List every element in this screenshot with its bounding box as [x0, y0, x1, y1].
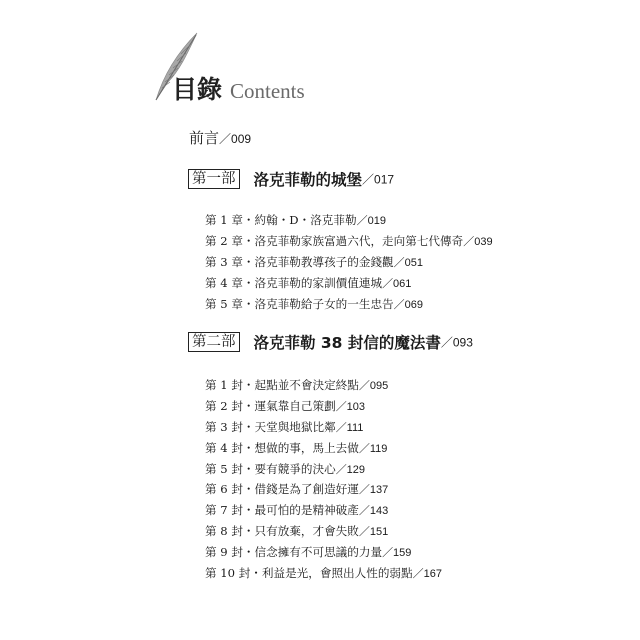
toc-entry-label: 第 4 章・洛克菲勒的家訓價值連城 [205, 275, 383, 290]
toc-entry[interactable] [205, 231, 493, 252]
toc-entry-label: 第 2 章・洛克菲勒家族富過六代，走向第七代傳奇 [205, 233, 464, 248]
toc-entry-page: ／143 [358, 505, 389, 518]
toc-entry[interactable] [205, 375, 442, 396]
toc-entry[interactable] [205, 521, 442, 542]
toc-entry-label: 第 8 封・只有放棄，才會失敗 [205, 524, 359, 539]
toc-entry-label: 第 10 封・利益是光，會照出人性的弱點 [205, 566, 413, 581]
part-1-page: ／017 [362, 172, 395, 187]
page-title-zh: 目錄 [172, 75, 223, 104]
toc-entry-page: ／039 [463, 235, 493, 248]
toc-entry-label: 第 1 章・約翰・D・洛克菲勒 [205, 213, 357, 227]
toc-entry-label: 第 9 封・信念擁有不可思議的力量 [205, 545, 383, 560]
toc-entry[interactable] [205, 563, 442, 584]
part-1-label: 第一部 [188, 169, 240, 189]
preface-label: 前言 [189, 129, 220, 147]
preface-page: ／009 [219, 132, 252, 146]
page-title [172, 70, 305, 106]
toc-entry[interactable] [205, 417, 442, 438]
toc-entry-label: 第 1 封・起點並不會決定終點 [205, 378, 359, 392]
toc-entry[interactable] [205, 479, 442, 500]
toc-entry-page: ／119 [358, 442, 388, 455]
toc-entry-page: ／095 [358, 380, 389, 392]
part-2-page: ／093 [440, 335, 473, 350]
toc-entry[interactable] [205, 252, 493, 273]
toc-entry-label: 第 5 封・要有競爭的決心 [205, 461, 336, 476]
toc-entry-page: ／051 [393, 256, 424, 269]
toc-entry[interactable] [205, 273, 493, 294]
toc-entry[interactable] [205, 542, 442, 563]
toc-entry-page: ／069 [393, 298, 424, 311]
toc-entry-page: ／111 [335, 421, 364, 434]
toc-entry-page: ／103 [335, 400, 366, 413]
toc-entry[interactable] [205, 459, 442, 480]
preface-entry[interactable] [189, 127, 251, 148]
part-2-label: 第二部 [188, 332, 240, 352]
page-title-en: Contents [230, 79, 305, 103]
toc-entry-page: ／019 [356, 215, 386, 227]
part-1-chapter-list [205, 210, 493, 314]
part-2-heading[interactable] [188, 331, 473, 353]
toc-entry[interactable] [205, 294, 493, 315]
toc-entry[interactable] [205, 500, 442, 521]
part-2-title: 洛克菲勒 38 封信的魔法書 [253, 334, 441, 352]
toc-entry-page: ／129 [335, 463, 366, 476]
toc-entry-page: ／159 [382, 547, 412, 560]
toc-entry-page: ／151 [358, 526, 389, 539]
toc-entry-label: 第 3 封・天堂與地獄比鄰 [205, 419, 336, 434]
toc-entry-page: ／137 [358, 484, 389, 497]
toc-entry-label: 第 6 封・借錢是為了創造好運 [205, 482, 359, 497]
toc-entry-page: ／167 [412, 568, 442, 581]
part-2-letter-list [205, 375, 442, 584]
toc-entry-label: 第 2 封・運氣靠自己策劃 [205, 398, 336, 413]
toc-entry[interactable] [205, 396, 442, 417]
toc-entry-page: ／061 [382, 277, 412, 290]
toc-entry[interactable] [205, 438, 442, 459]
toc-entry-label: 第 5 章・洛克菲勒給子女的一生忠告 [205, 296, 394, 311]
toc-entry[interactable] [205, 210, 493, 231]
part-1-title: 洛克菲勒的城堡 [253, 171, 363, 189]
toc-entry-label: 第 4 封・想做的事，馬上去做 [205, 440, 359, 455]
toc-entry-label: 第 3 章・洛克菲勒教導孩子的金錢觀 [205, 254, 394, 269]
toc-entry-label: 第 7 封・最可怕的是精神破產 [205, 503, 359, 518]
part-1-heading[interactable] [188, 168, 394, 190]
